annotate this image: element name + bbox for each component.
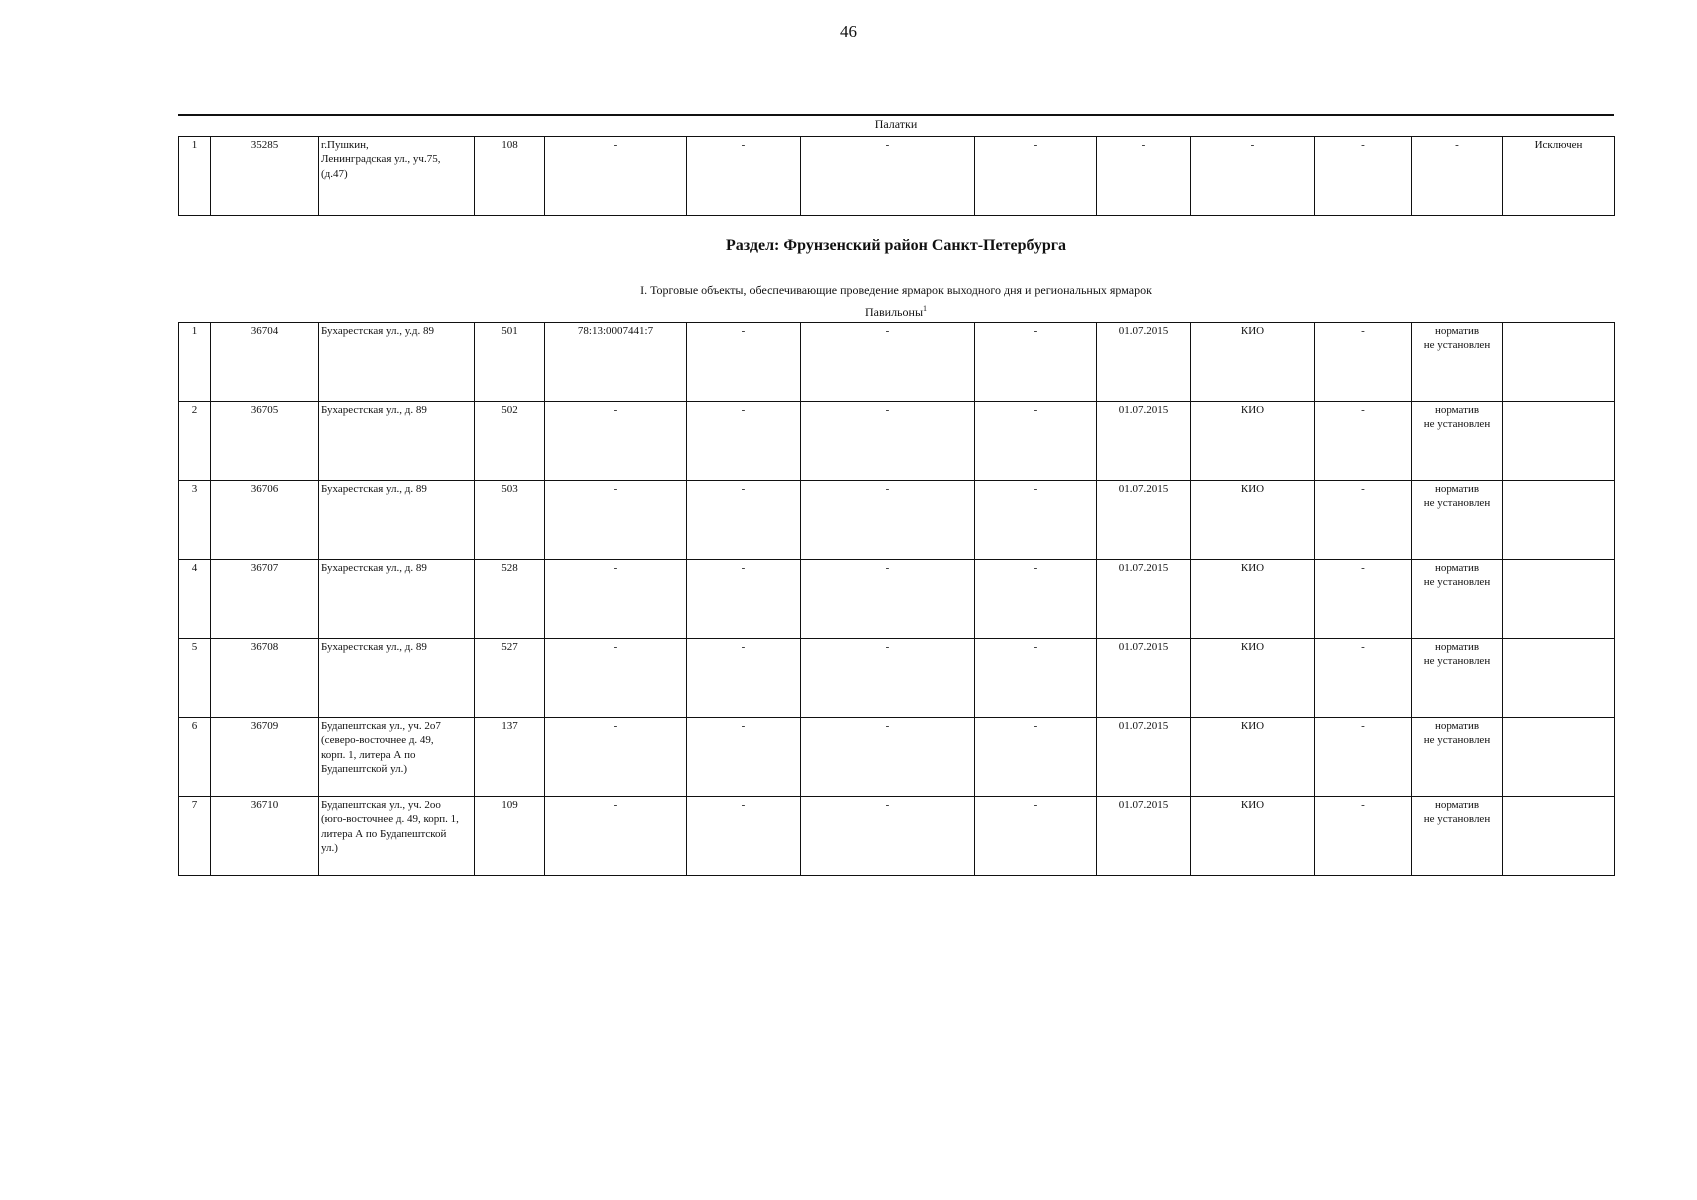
table-cell: 528 xyxy=(475,560,545,639)
top-rule xyxy=(178,114,1614,116)
table-cell: - xyxy=(687,639,801,718)
table-cell: 36705 xyxy=(211,402,319,481)
table-cell xyxy=(1503,560,1615,639)
table-cell: КИО xyxy=(1191,402,1315,481)
table-cell: - xyxy=(801,639,975,718)
table-cell: - xyxy=(1315,560,1412,639)
footnote-mark: 1 xyxy=(923,304,928,313)
table-cell: 503 xyxy=(475,481,545,560)
table-cell: 78:13:0007441:7 xyxy=(545,323,687,402)
table-cell: г.Пушкин, Ленинградская ул., уч.75, (д.47) xyxy=(319,137,475,216)
table-row xyxy=(179,560,1615,639)
table-cell: - xyxy=(975,797,1097,876)
table-cell: - xyxy=(545,718,687,797)
table-cell: 01.07.2015 xyxy=(1097,718,1191,797)
table-row xyxy=(179,639,1615,718)
table-cell: - xyxy=(687,797,801,876)
table-cell: - xyxy=(687,560,801,639)
table-cell: КИО xyxy=(1191,718,1315,797)
table-cell: - xyxy=(1315,639,1412,718)
table-cell: 137 xyxy=(475,718,545,797)
table-cell: - xyxy=(975,323,1097,402)
subsection-title: I. Торговые объекты, обеспечивающие проведение ярмарок выходного дня и региональных ярмарок xyxy=(640,283,1152,297)
table-cell: 01.07.2015 xyxy=(1097,560,1191,639)
table-cell: 1 xyxy=(179,323,211,402)
table-cell: КИО xyxy=(1191,639,1315,718)
table-cell: 7 xyxy=(179,797,211,876)
table-row xyxy=(179,797,1615,876)
table-cell: - xyxy=(801,797,975,876)
table-cell: норматив не установлен xyxy=(1412,560,1503,639)
table-cell: - xyxy=(545,137,687,216)
table-cell: - xyxy=(975,560,1097,639)
table-cell: - xyxy=(545,402,687,481)
table-cell xyxy=(1503,481,1615,560)
table-cell: - xyxy=(1315,323,1412,402)
table-cell: 01.07.2015 xyxy=(1097,402,1191,481)
table-cell: Бухарестская ул., д. 89 xyxy=(319,560,475,639)
table-cell: КИО xyxy=(1191,323,1315,402)
table-cell: - xyxy=(1315,137,1412,216)
table-cell: Бухарестская ул., д. 89 xyxy=(319,639,475,718)
table-cell: норматив не установлен xyxy=(1412,323,1503,402)
table-cell: - xyxy=(1315,402,1412,481)
table-cell: 6 xyxy=(179,718,211,797)
table-cell xyxy=(1503,402,1615,481)
table-cell: - xyxy=(801,323,975,402)
table-cell: - xyxy=(801,560,975,639)
table-cell: Бухарестская ул., д. 89 xyxy=(319,481,475,560)
table-cell: - xyxy=(975,481,1097,560)
table-cell: 527 xyxy=(475,639,545,718)
table-cell: норматив не установлен xyxy=(1412,797,1503,876)
table-row xyxy=(179,481,1615,560)
table-cell: 36710 xyxy=(211,797,319,876)
table-cell: - xyxy=(1097,137,1191,216)
table-cell: - xyxy=(801,718,975,797)
table-cell: 36707 xyxy=(211,560,319,639)
table-cell: - xyxy=(801,402,975,481)
table-cell: Будапештская ул., уч. 2оо (юго-восточнее д. 49, корп. 1, литера А по Будапештской ул.) xyxy=(319,797,475,876)
table-cell: КИО xyxy=(1191,560,1315,639)
table-cell: 01.07.2015 xyxy=(1097,481,1191,560)
table-cell: 501 xyxy=(475,323,545,402)
table-cell xyxy=(1503,797,1615,876)
table-cell: 36706 xyxy=(211,481,319,560)
table-cell: 3 xyxy=(179,481,211,560)
table-cell: - xyxy=(687,137,801,216)
block2-caption-text: Павильоны xyxy=(864,305,924,319)
table-cell: 01.07.2015 xyxy=(1097,797,1191,876)
table-cell: - xyxy=(545,797,687,876)
table-cell: Будапештская ул., уч. 2о7 (северо-восточнее д. 49, корп. 1, литера А по Будапештской ул.) xyxy=(319,718,475,797)
table-cell: 1 xyxy=(179,137,211,216)
table-cell: Бухарестская ул., д. 89 xyxy=(319,402,475,481)
block1-caption: Палатки xyxy=(874,117,918,131)
table-cell: - xyxy=(1315,481,1412,560)
table-cell: КИО xyxy=(1191,797,1315,876)
table-cell: 01.07.2015 xyxy=(1097,323,1191,402)
table-cell: 01.07.2015 xyxy=(1097,639,1191,718)
table-cell: норматив не установлен xyxy=(1412,718,1503,797)
table-cell: - xyxy=(1315,797,1412,876)
table-cell: 36709 xyxy=(211,718,319,797)
pavilions-table xyxy=(178,322,1615,876)
table-cell: - xyxy=(975,639,1097,718)
table-cell: 108 xyxy=(475,137,545,216)
table-cell: - xyxy=(687,323,801,402)
table-cell xyxy=(1503,718,1615,797)
table-cell: 4 xyxy=(179,560,211,639)
table-cell: 35285 xyxy=(211,137,319,216)
table-cell: 36708 xyxy=(211,639,319,718)
block2-caption xyxy=(178,304,1614,320)
table-cell: норматив не установлен xyxy=(1412,481,1503,560)
table-cell: - xyxy=(545,560,687,639)
table-cell: 5 xyxy=(179,639,211,718)
page-number: 46 xyxy=(840,22,857,41)
tents-table xyxy=(178,136,1615,216)
table-cell: 36704 xyxy=(211,323,319,402)
table-cell: - xyxy=(1191,137,1315,216)
table-cell xyxy=(1503,639,1615,718)
table-row xyxy=(179,402,1615,481)
table-cell: - xyxy=(975,402,1097,481)
table-cell: - xyxy=(1412,137,1503,216)
table-cell: 109 xyxy=(475,797,545,876)
table-cell: Бухарестская ул., у.д. 89 xyxy=(319,323,475,402)
table-cell: - xyxy=(1315,718,1412,797)
table-cell: Исключен xyxy=(1503,137,1615,216)
table-cell: - xyxy=(687,718,801,797)
table-cell: - xyxy=(687,481,801,560)
section-title: Раздел: Фрунзенский район Санкт-Петербурга xyxy=(725,237,1067,254)
table-cell: КИО xyxy=(1191,481,1315,560)
table-cell: норматив не установлен xyxy=(1412,402,1503,481)
table-cell: - xyxy=(975,718,1097,797)
table-cell: - xyxy=(545,481,687,560)
table-cell: - xyxy=(975,137,1097,216)
table-cell: 502 xyxy=(475,402,545,481)
table-cell: - xyxy=(801,481,975,560)
table-row xyxy=(179,137,1615,216)
table-cell xyxy=(1503,323,1615,402)
table-cell: 2 xyxy=(179,402,211,481)
table-cell: - xyxy=(801,137,975,216)
table-cell: норматив не установлен xyxy=(1412,639,1503,718)
table-cell: - xyxy=(545,639,687,718)
table-cell: - xyxy=(687,402,801,481)
table-row xyxy=(179,323,1615,402)
table-row xyxy=(179,718,1615,797)
